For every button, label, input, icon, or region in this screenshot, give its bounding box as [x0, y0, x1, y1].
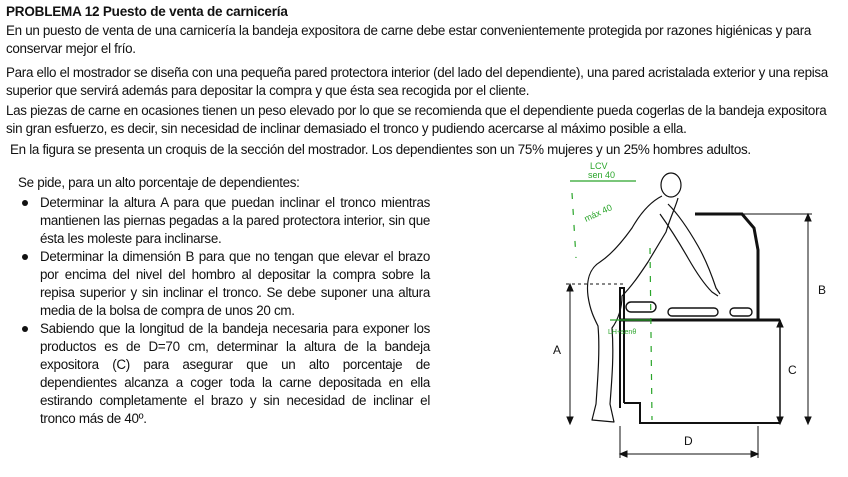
dimension-d-label: D [684, 434, 693, 448]
counter-section-sketch [540, 158, 840, 458]
paragraph-intro: En un puesto de venta de una carnicería la bandeja expositora de carne debe estar convenientemente protegida por razones higiénicas y para conservar mejor el frío. [6, 23, 812, 56]
annotation-left-dashes [572, 193, 576, 258]
annotation-sen40: sen 40 [588, 170, 616, 180]
task-item-b: Determinar la dimensión B para que no tengan que elevar el brazo por encima del nivel del hombro al depositar la compra sobre la repisa superior y sin inclinar el tronco. Se debe suponer una altura media de la bolsa de compra de unos 20 cm. [18, 248, 430, 320]
paragraph-figure: En la figura se presenta un croquis de la sección del mostrador. Los dependientes son un 75% mujeres y un 25% hombres adultos. [10, 142, 751, 157]
meat-piece-1 [626, 302, 656, 312]
annotation-lcv: LCV [590, 161, 608, 171]
inner-protective-wall [620, 288, 624, 408]
counter-structure [620, 214, 780, 423]
annotation-vertical-dashes [650, 248, 652, 420]
dimension-c-label: C [788, 363, 797, 377]
meat-piece-3 [730, 308, 752, 316]
task-item-a: Determinar la altura A para que puedan inclinar el tronco mientras mantienen las piernas pegadas a la pared protectora interior, sin que ésta les moleste para inclinarse. [18, 194, 430, 248]
dimension-b-label: B [818, 283, 827, 297]
task-intro: Se pide, para un alto porcentaje de dependientes: [18, 175, 300, 190]
dimension-a-label: A [553, 343, 562, 357]
base-step [624, 403, 780, 423]
problem-title: PROBLEMA 12 Puesto de venta de carnicería [6, 4, 288, 19]
worker-body [588, 196, 679, 422]
worker-arm [660, 204, 720, 296]
worker-head [661, 173, 681, 197]
meat-piece-2 [668, 308, 718, 316]
paragraph-design: Para ello el mostrador se diseña con una pequeña pared protectora interior (del lado del dependiente), una pared acristalada exterior y una repisa superior que servirá además para depositar la compra y que ésta sea recogida por el cliente. [6, 65, 828, 98]
task-list [18, 194, 430, 428]
annotation-lh: LH+senθ [608, 329, 637, 336]
annotation-max40: máx 40 [582, 202, 614, 224]
paragraph-weight: Las piezas de carne en ocasiones tienen un peso elevado por lo que se recomienda que el dependiente pueda cogerlas de la bandeja expositora sin gran esfuerzo, es decir, sin necesidad de inclinar demasiado el tronco y pudiendo acercarse al máximo posible a ella. [6, 103, 827, 136]
glass-wall-and-shelf [695, 214, 758, 320]
task-item-c: Sabiendo que la longitud de la bandeja necesaria para exponer los productos es de D=70 cm, determinar la altura de la bandeja expositora (C) para asegurar que un alto porcentaje de dependientes alcanza a coger toda la carne depositada en ella estirando completamente el brazo y sin necesidad de inclinar el tronco más de 40º. [18, 320, 430, 428]
